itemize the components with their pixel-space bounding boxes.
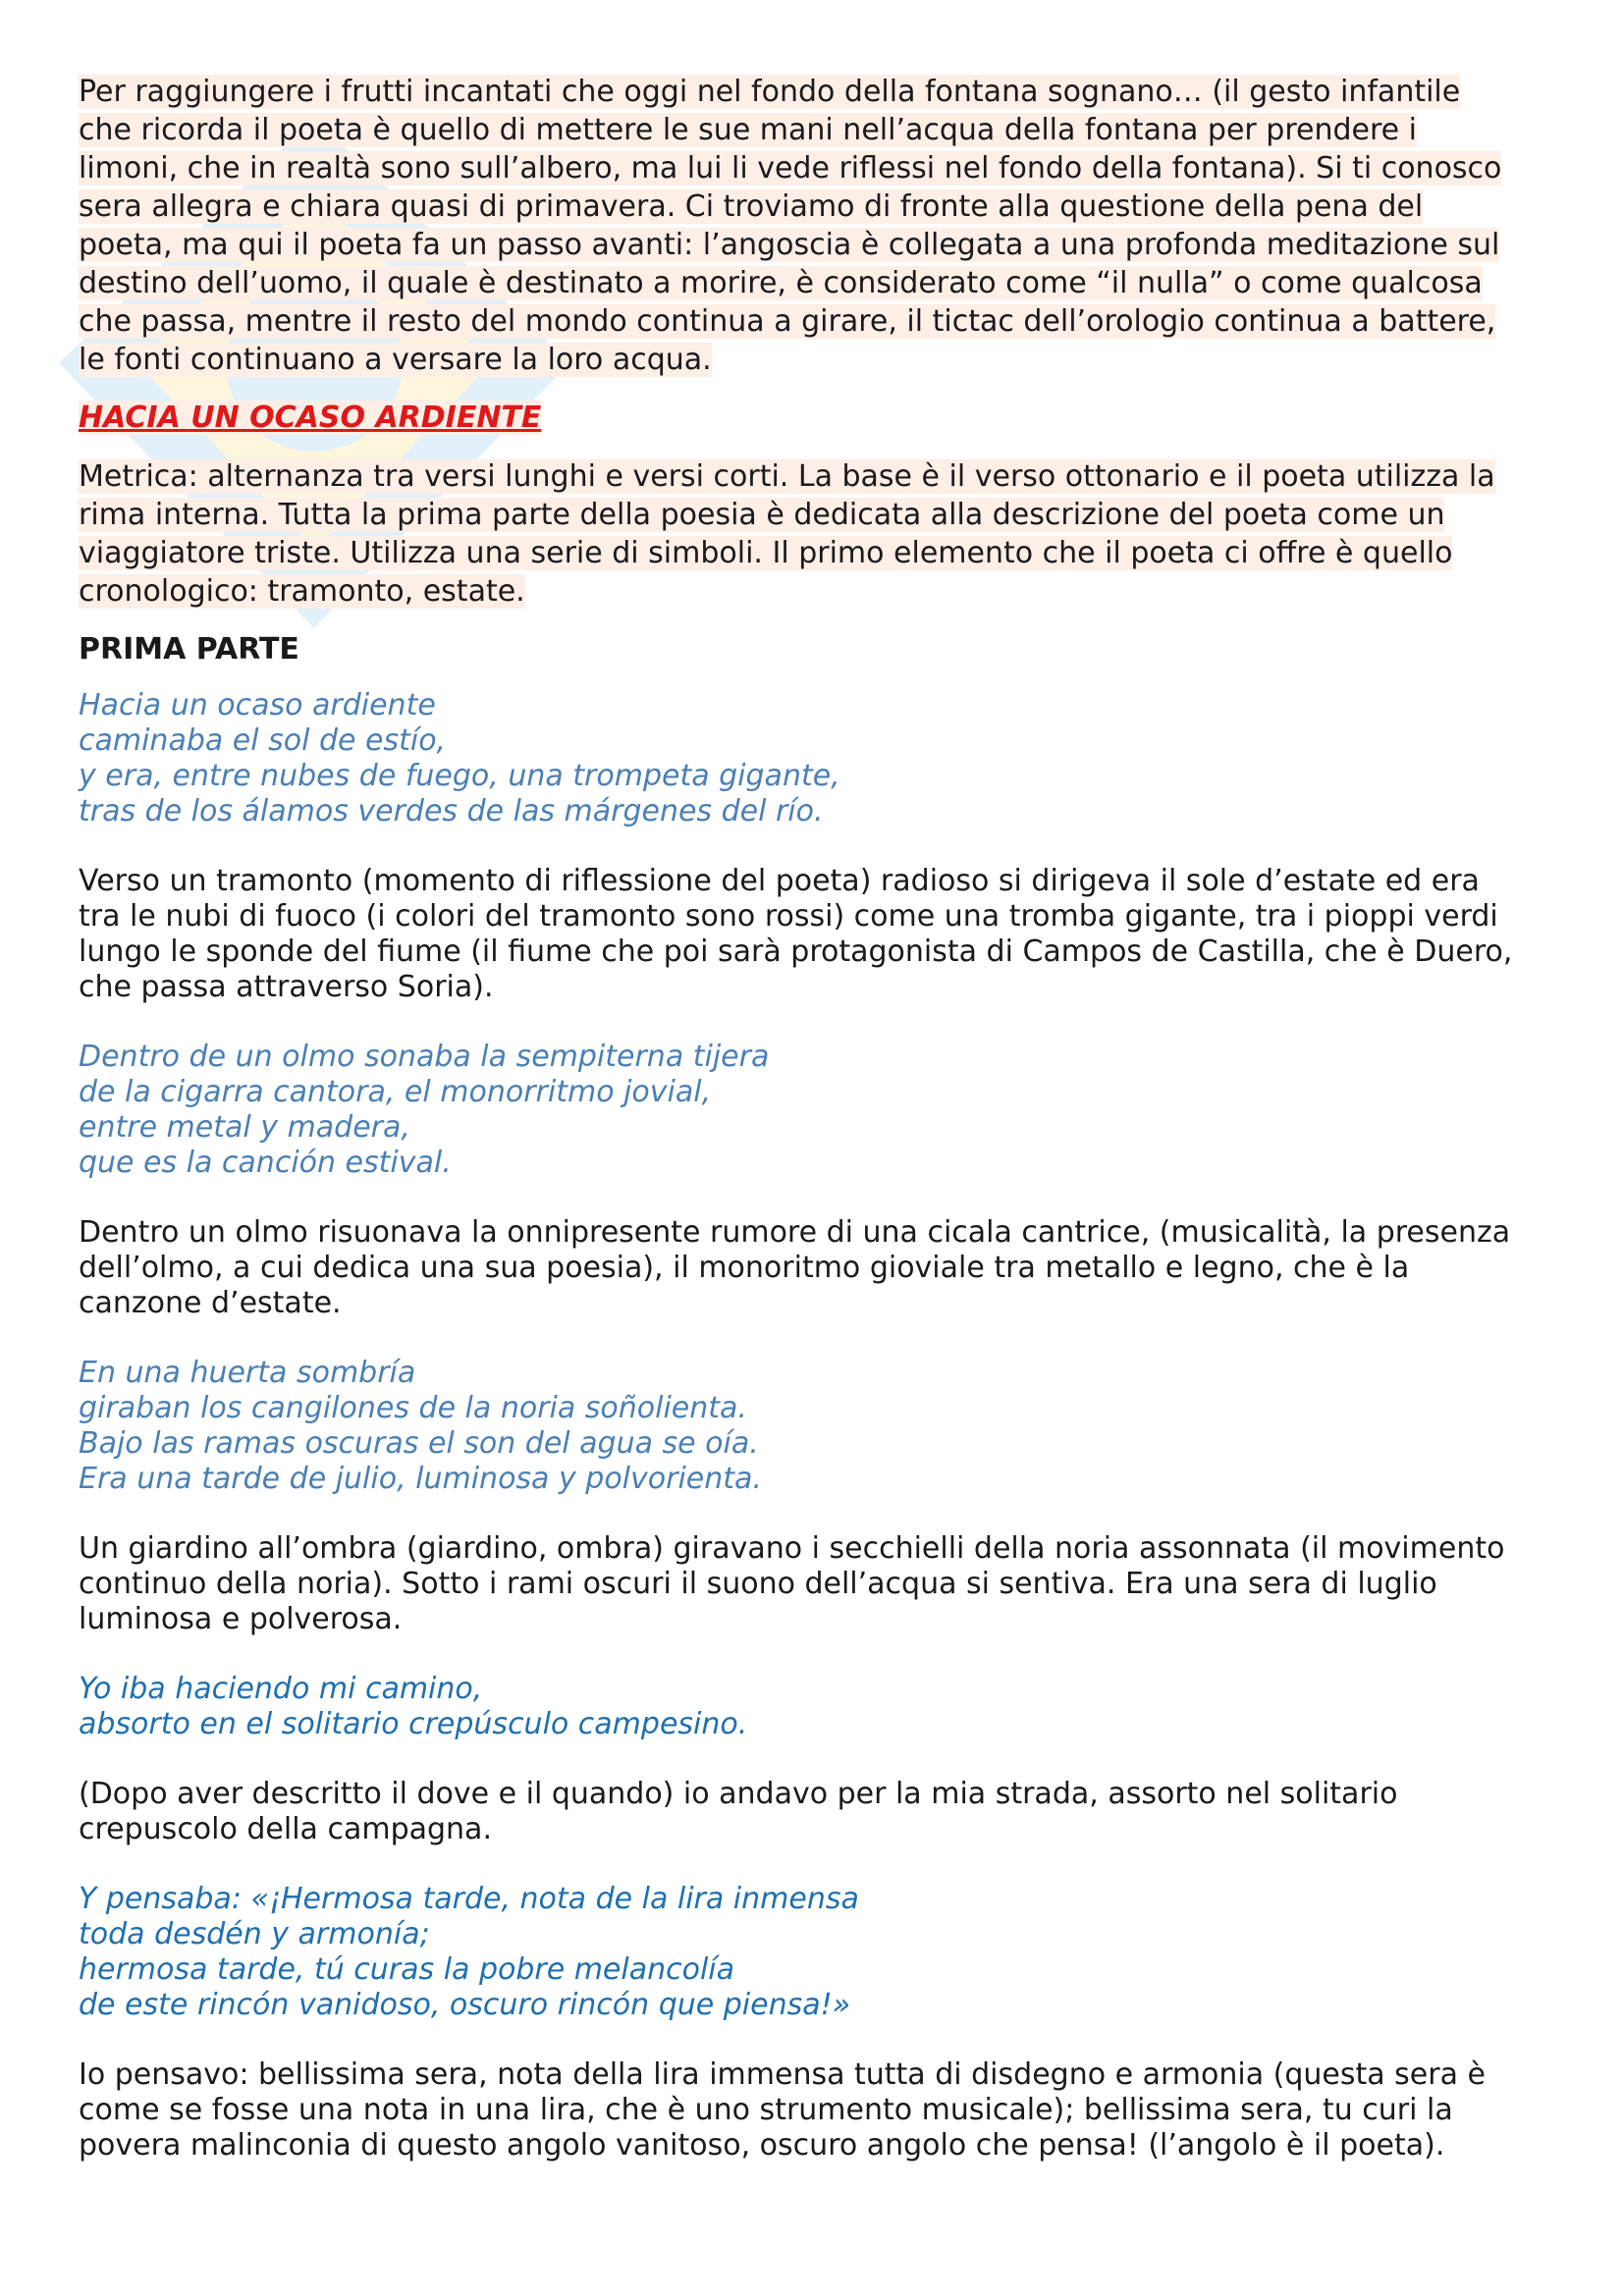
intro-line: che ricorda il poeta è quello di mettere le sue mani nell’acqua della fontana per prendere i [79, 113, 1417, 147]
verse-line: entre metal y madera, [79, 1110, 410, 1145]
verse-line: Bajo las ramas oscuras el son del agua se oía. [79, 1426, 759, 1461]
commentary-paragraph-1 [79, 864, 1551, 1005]
verse-stanza-1 [79, 688, 1551, 829]
section-heading: PRIMA PARTE [79, 632, 299, 667]
commentary-paragraph-4 [79, 1777, 1551, 1847]
verse-line: toda desdén y armonía; [79, 1917, 430, 1951]
para-line: dell’olmo, a cui dedica una sua poesia), il monoritmo gioviale tra metallo e legno, che è la [79, 1251, 1410, 1285]
metrica-line: viaggiatore triste. Utilizza una serie di simboli. Il primo elemento che il poeta ci offre è quello [79, 536, 1453, 570]
verse-stanza-4 [79, 1672, 1551, 1742]
para-line: continuo della noria). Sotto i rami oscuri il suono dell’acqua si sentiva. Era una sera di luglio [79, 1567, 1437, 1601]
document-page [79, 73, 1551, 2198]
commentary-paragraph-5 [79, 2057, 1551, 2163]
metrica-line: Metrica: alternanza tra versi lunghi e versi corti. La base è il verso ottonario e il poeta utilizza la [79, 459, 1495, 494]
verse-line: tras de los álamos verdes de las márgenes del río. [79, 794, 824, 828]
para-line: Io pensavo: bellissima sera, nota della lira immensa tutta di disdegno e armonia (questa sera è [79, 2057, 1486, 2092]
verse-stanza-5 [79, 1882, 1551, 2023]
verse-line: que es la canción estival. [79, 1146, 452, 1180]
intro-line: limoni, che in realtà sono sull’albero, ma lui li vede riflessi nel fondo della fontana). Si ti conosco [79, 151, 1502, 186]
para-line: come se fosse una nota in una lira, che è uno strumento musicale); bellissima sera, tu curi la [79, 2093, 1453, 2127]
commentary-paragraph-3 [79, 1531, 1551, 1637]
verse-line: Y pensaba: «¡Hermosa tarde, nota de la lira inmensa [79, 1882, 859, 1916]
verse-line: caminaba el sol de estío, [79, 723, 447, 758]
verse-stanza-2 [79, 1040, 1551, 1181]
verse-line: giraban los cangilones de la noria soñolienta. [79, 1391, 747, 1425]
intro-line: sera allegra e chiara quasi di primavera. Ci troviamo di fronte alla questione della pena del [79, 189, 1424, 224]
para-line: canzone d’estate. [79, 1286, 342, 1320]
para-line: Dentro un olmo risuonava la onnipresente rumore di una cicala cantrice, (musicalità, la presenza [79, 1215, 1511, 1250]
para-line: (Dopo aver descritto il dove e il quando) io andavo per la mia strada, assorto nel solitario [79, 1777, 1398, 1811]
metrica-line: cronologico: tramonto, estate. [79, 574, 525, 609]
intro-line: le fonti continuano a versare la loro acqua. [79, 343, 712, 377]
intro-line: destino dell’uomo, il quale è destinato a morire, è considerato come “il nulla” o come qualcosa [79, 266, 1483, 300]
metrica-paragraph [79, 457, 1551, 611]
intro-line: poeta, ma qui il poeta fa un passo avanti: l’angoscia è collegata a una profonda meditazione sul [79, 228, 1500, 262]
intro-line: Per raggiungere i frutti incantati che oggi nel fondo della fontana sognano… (il gesto infantile [79, 75, 1461, 109]
verse-line: de la cigarra cantora, el monorritmo jovial, [79, 1075, 712, 1109]
verse-line: Dentro de un olmo sonaba la sempiterna tijera [79, 1040, 770, 1074]
verse-line: Era una tarde de julio, luminosa y polvorienta. [79, 1462, 762, 1496]
verse-line: de este rincón vanidoso, oscuro rincón que piensa!» [79, 1988, 851, 2022]
poem-title: HACIA UN OCASO ARDIENTE [79, 400, 542, 435]
verse-stanza-3 [79, 1356, 1551, 1497]
para-line: crepuscolo della campagna. [79, 1812, 492, 1846]
para-line: tra le nubi di fuoco (i colori del tramonto sono rossi) come una tromba gigante, tra i pioppi verdi [79, 899, 1498, 934]
verse-line: Hacia un ocaso ardiente [79, 688, 436, 722]
metrica-line: rima interna. Tutta la prima parte della poesia è dedicata alla descrizione del poeta come un [79, 498, 1445, 532]
intro-line: che passa, mentre il resto del mondo continua a girare, il tictac dell’orologio continua a battere, [79, 304, 1496, 339]
para-line: Un giardino all’ombra (giardino, ombra) giravano i secchielli della noria assonnata (il movimento [79, 1531, 1505, 1566]
commentary-paragraph-2 [79, 1215, 1551, 1321]
para-line: povera malinconia di questo angolo vanitoso, oscuro angolo che pensa! (l’angolo è il poeta). [79, 2128, 1445, 2163]
verse-line: y era, entre nubes de fuego, una trompeta gigante, [79, 759, 840, 793]
para-line: lungo le sponde del fiume (il fiume che poi sarà protagonista di Campos de Castilla, che è Duero, [79, 934, 1513, 969]
para-line: Verso un tramonto (momento di riflessione del poeta) radioso si dirigeva il sole d’estate ed era [79, 864, 1480, 898]
verse-line: absorto en el solitario crepúsculo campesino. [79, 1707, 748, 1741]
verse-line: Yo iba haciendo mi camino, [79, 1672, 483, 1706]
para-line: luminosa e polverosa. [79, 1602, 403, 1636]
para-line: che passa attraverso Soria). [79, 970, 494, 1004]
verse-line: hermosa tarde, tú curas la pobre melancolía [79, 1952, 735, 1987]
intro-paragraph [79, 73, 1551, 379]
verse-line: En una huerta sombría [79, 1356, 416, 1390]
